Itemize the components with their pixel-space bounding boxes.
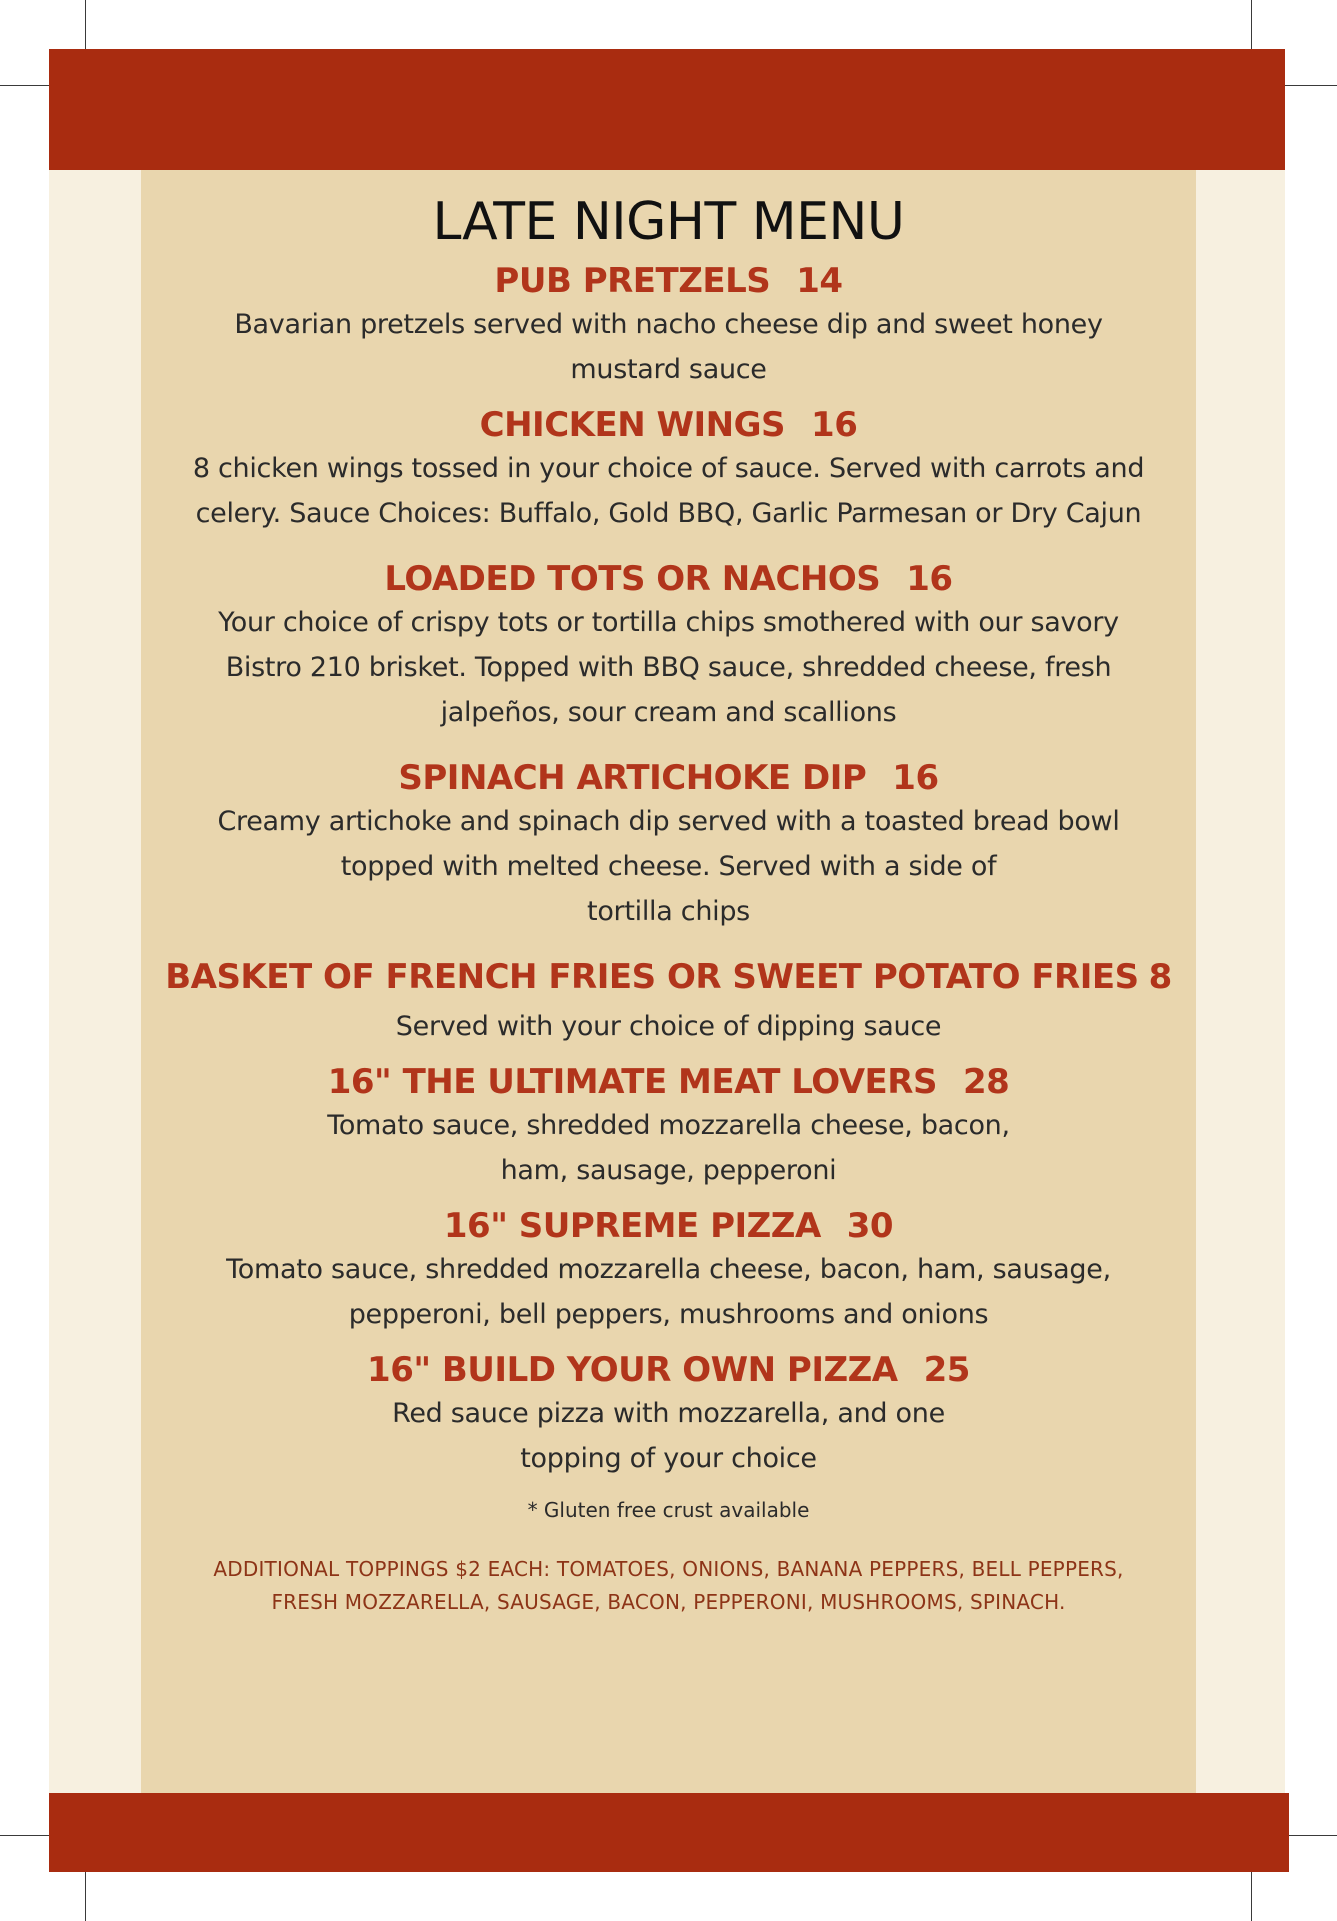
item-title bbox=[141, 558, 1196, 600]
item-name: CHICKEN WINGS bbox=[479, 405, 786, 445]
item-price: 16 bbox=[811, 405, 858, 445]
item-title bbox=[141, 1061, 1196, 1103]
item-title bbox=[141, 404, 1196, 446]
item-price: 8 bbox=[1148, 957, 1172, 997]
item-description bbox=[141, 600, 1196, 735]
crop-mark bbox=[1279, 85, 1337, 86]
item-description bbox=[141, 302, 1196, 392]
menu-item-pub-pretzels bbox=[141, 260, 1196, 392]
additional-toppings-note bbox=[141, 1553, 1196, 1619]
description-line: Red sauce pizza with mozzarella, and one bbox=[392, 1398, 945, 1429]
item-description bbox=[141, 1391, 1196, 1481]
item-description bbox=[141, 799, 1196, 934]
item-name: 16" BUILD YOUR OWN PIZZA bbox=[367, 1350, 898, 1390]
menu-content bbox=[141, 170, 1196, 1619]
description-line: Bavarian pretzels served with nacho cheese dip and sweet honey bbox=[234, 309, 1103, 340]
description-line: jalpeños, sour cream and scallions bbox=[440, 697, 897, 728]
toppings-line: FRESH MOZZARELLA, SAUSAGE, BACON, PEPPERONI, MUSHROOMS, SPINACH. bbox=[271, 1590, 1066, 1614]
description-line: Tomato sauce, shredded mozzarella cheese, bacon, bbox=[327, 1110, 1010, 1141]
description-line: celery. Sauce Choices: Buffalo, Gold BBQ, Garlic Parmesan or Dry Cajun bbox=[195, 498, 1142, 529]
toppings-line: ADDITIONAL TOPPINGS $2 EACH: TOMATOES, ONIONS, BANANA PEPPERS, BELL PEPPERS, bbox=[213, 1557, 1124, 1581]
menu-item-ultimate-meat-lovers bbox=[141, 1061, 1196, 1193]
item-description bbox=[141, 1247, 1196, 1337]
item-title bbox=[141, 956, 1196, 998]
description-line: tortilla chips bbox=[587, 896, 750, 927]
description-line: topped with melted cheese. Served with a side of bbox=[340, 851, 997, 882]
item-price: 14 bbox=[796, 261, 843, 301]
description-line: Your choice of crispy tots or tortilla chips smothered with our savory bbox=[218, 607, 1119, 638]
item-price: 16 bbox=[892, 758, 939, 798]
description-line: ham, sausage, pepperoni bbox=[500, 1155, 837, 1186]
description-line: topping of your choice bbox=[520, 1443, 817, 1474]
menu-panel bbox=[141, 170, 1196, 1793]
item-name: LOADED TOTS OR NACHOS bbox=[384, 559, 881, 599]
bottom-color-band bbox=[49, 1793, 1289, 1872]
menu-item-chicken-wings bbox=[141, 404, 1196, 536]
item-title bbox=[141, 757, 1196, 799]
gluten-free-note: * Gluten free crust available bbox=[527, 1498, 810, 1522]
item-name: 16" SUPREME PIZZA bbox=[443, 1206, 821, 1246]
item-description bbox=[141, 1004, 1196, 1049]
item-name: BASKET OF FRENCH FRIES OR SWEET POTATO FRIES bbox=[165, 957, 1139, 997]
menu-sheet bbox=[49, 49, 1285, 1872]
menu-item-basket-of-fries bbox=[141, 956, 1196, 1049]
menu-item-supreme-pizza bbox=[141, 1205, 1196, 1337]
item-name: PUB PRETZELS bbox=[494, 261, 771, 301]
description-line: Creamy artichoke and spinach dip served with a toasted bread bowl bbox=[217, 806, 1120, 837]
item-price: 30 bbox=[846, 1206, 894, 1246]
description-line: Tomato sauce, shredded mozzarella cheese, bacon, ham, sausage, bbox=[226, 1254, 1111, 1285]
item-description bbox=[141, 1103, 1196, 1193]
item-name: SPINACH ARTICHOKE DIP bbox=[398, 758, 867, 798]
top-color-band bbox=[49, 49, 1285, 170]
menu-item-build-your-own-pizza bbox=[141, 1349, 1196, 1481]
item-title bbox=[141, 1349, 1196, 1391]
description-line: mustard sauce bbox=[570, 354, 767, 385]
item-title bbox=[141, 1205, 1196, 1247]
item-price: 25 bbox=[923, 1350, 970, 1390]
description-line: Served with your choice of dipping sauce bbox=[395, 1011, 942, 1042]
item-description bbox=[141, 446, 1196, 536]
item-price: 28 bbox=[962, 1062, 1010, 1102]
item-price: 16 bbox=[906, 559, 953, 599]
description-line: Bistro 210 brisket. Topped with BBQ sauce, shredded cheese, fresh bbox=[225, 652, 1112, 683]
menu-title: LATE NIGHT MENU bbox=[432, 192, 905, 252]
menu-item-loaded-tots-or-nachos bbox=[141, 558, 1196, 735]
item-title bbox=[141, 260, 1196, 302]
description-line: 8 chicken wings tossed in your choice of sauce. Served with carrots and bbox=[192, 453, 1145, 484]
description-line: pepperoni, bell peppers, mushrooms and onions bbox=[348, 1299, 989, 1330]
item-name: 16" THE ULTIMATE MEAT LOVERS bbox=[327, 1062, 937, 1102]
menu-item-spinach-artichoke-dip bbox=[141, 757, 1196, 934]
